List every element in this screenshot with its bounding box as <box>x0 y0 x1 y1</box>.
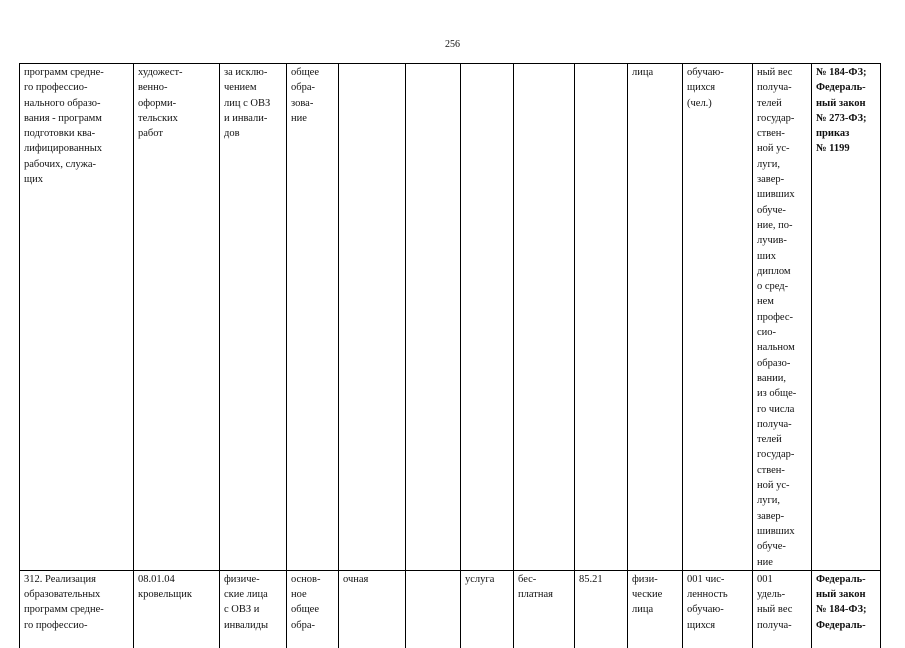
cell-service-name: программ средне- го профессио- нального образо- вания - программ подготовки ква- лифицированных рабочих, служа- щих <box>20 64 134 571</box>
cell-payment <box>514 64 575 571</box>
page-number: 256 <box>445 39 460 50</box>
cell-type: услуга <box>461 570 514 648</box>
services-table <box>19 63 881 648</box>
cell-legal-basis: № 184-ФЗ; Федераль- ный закон № 273-ФЗ; приказ № 1199 <box>812 64 881 571</box>
table-row <box>20 570 881 648</box>
cell-volume-indicator: 001 чис- ленность обучаю- щихся <box>683 570 753 648</box>
cell-form <box>339 64 406 571</box>
table-row <box>20 64 881 571</box>
cell-payment: бес- платная <box>514 570 575 648</box>
cell-education-level: общее обра- зова- ние <box>287 64 339 571</box>
cell-code <box>575 64 628 571</box>
cell-program: художест- венно- оформи- тельских работ <box>134 64 220 571</box>
cell-type <box>461 64 514 571</box>
cell-service-name: 312. Реализация образовательных программ средне- го профессио- <box>20 570 134 648</box>
cell-legal-basis: Федераль- ный закон № 184-ФЗ; Федераль- <box>812 570 881 648</box>
cell-form: очная <box>339 570 406 648</box>
cell-category: физиче- ские лица с ОВЗ и инвалиды <box>220 570 287 648</box>
cell-code: 85.21 <box>575 570 628 648</box>
cell-education-level: основ- ное общее обра- <box>287 570 339 648</box>
cell-program: 08.01.04 кровельщик <box>134 570 220 648</box>
cell-consumers: лица <box>628 64 683 571</box>
cell-quality-indicator: 001 удель- ный вес получа- <box>753 570 812 648</box>
cell-empty <box>406 64 461 571</box>
cell-quality-indicator: ный вес получа- телей государ- ствен- ной ус- луги, завер- шивших обуче- ние, по- лучив- ших диплом о сред- нем профес- сио- нальном образо- вании, из обще- го числа получа- телей государ- ствен- ной ус- луги, завер- шивших обуче- ние <box>753 64 812 571</box>
cell-volume-indicator: обучаю- щихся (чел.) <box>683 64 753 571</box>
cell-empty <box>406 570 461 648</box>
cell-category: за исклю- чением лиц с ОВЗ и инвали- дов <box>220 64 287 571</box>
cell-consumers: физи- ческие лица <box>628 570 683 648</box>
